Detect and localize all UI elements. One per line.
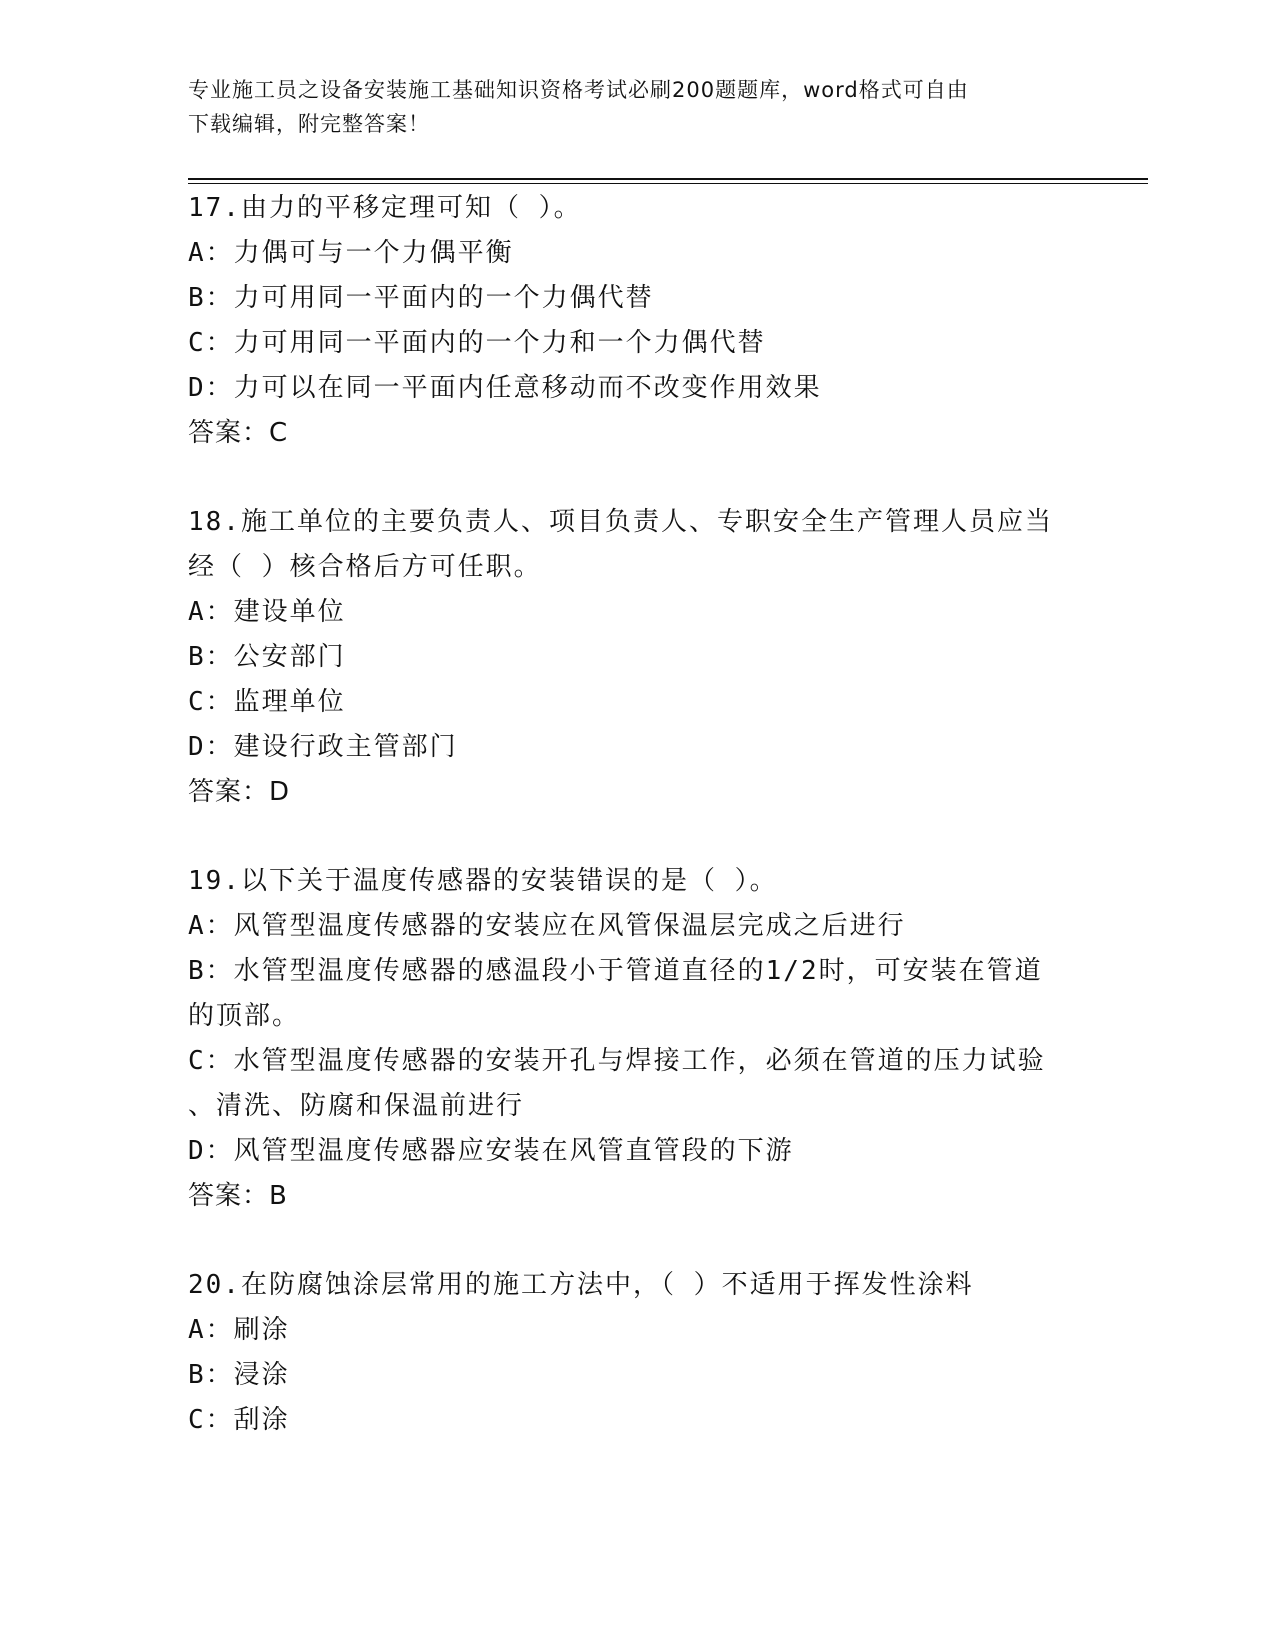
question-stem: 18.施工单位的主要负责人、项目负责人、专职安全生产管理人员应当 (188, 507, 1053, 537)
question-stem-continued: 经（ ）核合格后方可任职。 (188, 552, 542, 582)
header-line-1: 专业施工员之设备安装施工基础知识资格考试必刷200题题库，word格式可自由 (188, 78, 969, 102)
option-d: D：力可以在同一平面内任意移动而不改变作用效果 (188, 373, 822, 403)
option-a: A：刷涂 (188, 1315, 290, 1345)
header-divider-thin (188, 183, 1148, 184)
answer-label: 答案：D (188, 777, 291, 807)
question-stem: 19.以下关于温度传感器的安装错误的是（ ）。 (188, 866, 778, 896)
option-b: B：水管型温度传感器的感温段小于管道直径的1/2时，可安装在管道 (188, 956, 1043, 986)
answer-label: 答案：C (188, 418, 289, 448)
option-b-continued: 的顶部。 (188, 1001, 301, 1031)
option-d: D：建设行政主管部门 (188, 732, 458, 762)
option-c-continued: 、清洗、防腐和保温前进行 (188, 1091, 525, 1121)
question-stem: 17.由力的平移定理可知（ ）。 (188, 193, 582, 223)
option-d: D：风管型温度传感器应安装在风管直管段的下游 (188, 1136, 794, 1166)
question-20 (188, 1263, 1088, 1443)
option-c: C：力可用同一平面内的一个力和一个力偶代替 (188, 328, 766, 358)
question-18 (188, 500, 1088, 815)
question-stem: 20.在防腐蚀涂层常用的施工方法中，（ ）不适用于挥发性涂料 (188, 1270, 974, 1300)
option-c: C：监理单位 (188, 687, 346, 717)
option-a: A：力偶可与一个力偶平衡 (188, 238, 514, 268)
question-list (188, 186, 1088, 1487)
option-c: C：刮涂 (188, 1405, 290, 1435)
document-header (188, 73, 1068, 141)
question-19 (188, 859, 1088, 1219)
option-a: A：建设单位 (188, 597, 346, 627)
question-17 (188, 186, 1088, 456)
option-a: A：风管型温度传感器的安装应在风管保温层完成之后进行 (188, 911, 906, 941)
option-b: B：力可用同一平面内的一个力偶代替 (188, 283, 654, 313)
header-line-2: 下载编辑，附完整答案！ (188, 112, 430, 136)
option-b: B：公安部门 (188, 642, 346, 672)
option-c: C：水管型温度传感器的安装开孔与焊接工作，必须在管道的压力试验 (188, 1046, 1046, 1076)
option-b: B：浸涂 (188, 1360, 290, 1390)
header-divider-thick (188, 178, 1148, 180)
answer-label: 答案：B (188, 1181, 288, 1211)
